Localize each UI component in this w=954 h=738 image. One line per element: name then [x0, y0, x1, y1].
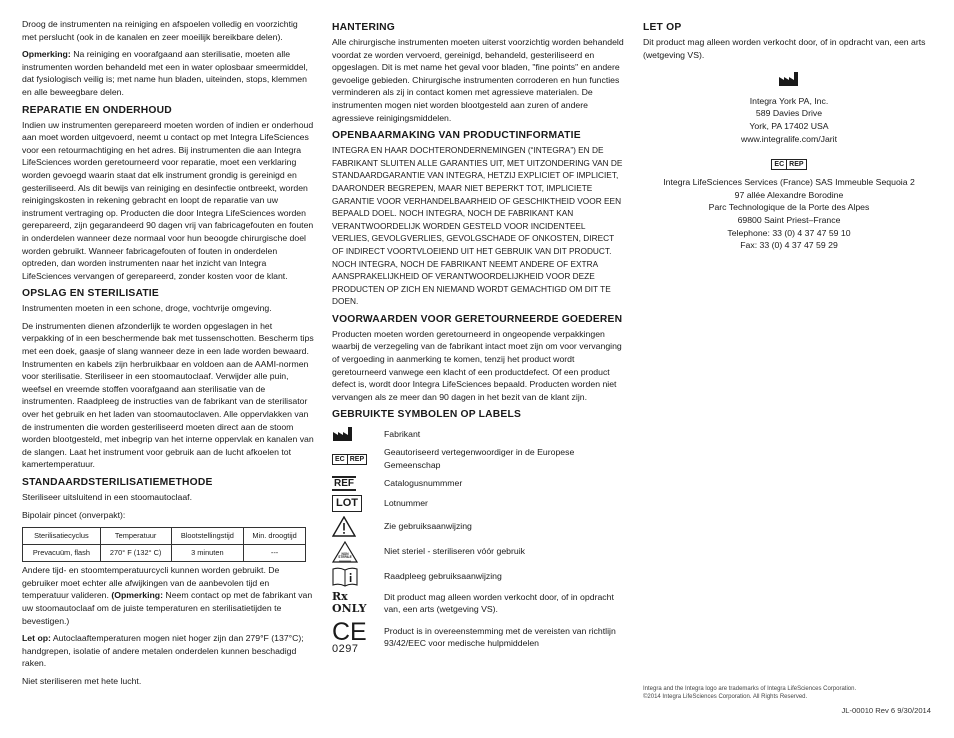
factory-icon: [332, 426, 384, 442]
symbol-row-manufacturer: [332, 426, 624, 442]
table-row: [23, 545, 306, 562]
lot-icon: LOT: [332, 495, 362, 512]
representative-line: 69800 Saint Priest–France: [737, 214, 841, 225]
ce-number: 0297: [332, 642, 359, 655]
symbol-row-rx-only: [332, 591, 624, 616]
other-note-label: (Opmerking:: [111, 590, 163, 601]
copyright-text: ©2014 Integra LifeSciences Corporation. All Rights Reserved.: [643, 694, 808, 700]
other-cycles-text: Andere tijd- en stoomtemperatuurcycli kunnen worden gebruikt. De gebruiker moet echter alle afwijkingen van de aanbevolen tijd en temperatuur valideren.: [22, 565, 280, 601]
manufacturer-line: Integra York PA, Inc.: [749, 95, 829, 106]
symbol-text: Niet steriel - steriliseren vóór gebruik: [384, 546, 525, 557]
ifu-icon: [332, 567, 384, 587]
symbol-row-warning: [332, 516, 624, 537]
return-goods-paragraph: Producten moeten worden geretourneerd in ongeopende verpakkingen waarbij de verzegeling van de fabrikant intact moet zijn om voor vervanging of vergoeding in aanmerking te komen, tenzij het product wordt geretourneerd vanwege een klacht of een productdefect. Of een product defect is, wordt door Integra LifeSciences bepaald. Producten worden niet vervangen als ze meer dan 90 dagen in het bezit van de klant zijn.: [332, 328, 622, 402]
column-right: [643, 18, 935, 252]
return-goods-heading: VOORWAARDEN VOOR GERETOURNEERDE GOEDEREN: [332, 313, 623, 325]
trademark-text: Integra and the Integra logo are trademarks of Integra LifeSciences Corporation.: [643, 686, 857, 692]
caution-paragraph: [22, 632, 314, 670]
table-header-cell: Temperatuur: [100, 528, 171, 545]
ec-label: EC: [335, 455, 345, 463]
table-header-row: [23, 528, 306, 545]
symbol-row-non-sterile: [332, 541, 624, 563]
disclosure-heading: OPENBAARMAKING VAN PRODUCTINFORMATIE: [332, 130, 581, 142]
ec-label: EC: [774, 161, 785, 169]
note-label: Opmerking:: [22, 49, 71, 60]
storage-heading: OPSLAG EN STERILISATIE: [22, 288, 159, 300]
table-cell: ---: [244, 545, 306, 562]
repair-paragraph: Indien uw instrumenten gerepareerd moeten worden of indien er onderhoud aan moet worden uitgevoerd, neemt u contact op met Integra LifeSciences voor een retourmachtiging en het adres. Bij instrumenten die aan Integra LifeSciences worden geretourneerd voor reparatie, moet een verklaring worden gevoegd waarin staat dat elk instrument grondig is gereinigd en gesteriliseerd. Als dit bewijs van reiniging en desinfectie ontbreekt, worden reinigingskosten in rekening gebracht en loopt de reparatie van uw instrument vertraging op. Producten die door Integra LifeSciences worden gerepareerd, zijn gegarandeerd 90 dagen vrij van fabricagefouten en fouten in onderdelen wanneer deze normaal voor hun beoogde chirurgische doel worden gebruikt. Wanneer fabricagefouten of fouten in onderdelen optreden, dan worden instrumenten naar het inzicht van Integra LifeSciences vervangen of gerepareerd, zonder kosten voor de klant.: [22, 119, 314, 281]
symbol-text: Dit product mag alleen worden verkocht door, of in opdracht van, een arts (wetgeving VS).: [384, 591, 614, 615]
representative-line: Integra LifeSciences Services (France) SAS Immeuble Sequoia 2: [663, 177, 915, 188]
table-cell: 3 minuten: [171, 545, 244, 562]
rep-label: REP: [347, 455, 366, 464]
manufacturer-line: 589 Davies Drive: [755, 108, 823, 119]
ec-rep-icon: [332, 454, 367, 465]
symbol-text: Zie gebruiksaanwijzing: [384, 520, 472, 531]
ce-mark-icon: [332, 617, 384, 655]
manufacturer-block: [643, 71, 935, 145]
symbol-row-ce: [332, 617, 624, 655]
document-number: JL-00010 Rev 6 9/30/2014: [841, 706, 931, 715]
caution-heading: LET OP: [643, 22, 682, 33]
symbol-text: Catalogusnummmer: [384, 477, 463, 488]
rep-label: REP: [786, 160, 805, 169]
symbol-row-ifu: [332, 567, 624, 587]
note-text: Na reiniging en voorafgaand aan sterilisatie, moeten alle instrumenten worden behandeld met een in water oplosbaar smeermiddel, dat fysiologisch veilig is; met name hun bladen, uiteinden, stops, klemmen en alle beweegbare delen.: [22, 49, 308, 97]
table-header-cell: Min. droogtijd: [244, 528, 306, 545]
representative-line: Telephone: 33 (0) 4 37 47 59 10: [727, 227, 851, 238]
caution-label: Let op:: [22, 633, 51, 644]
warning-icon: [332, 516, 384, 537]
other-note-text: Neem contact op met de fabrikant van uw stoomautoclaaf om de juiste temperaturen en sterilisatietijden te bevestigen.): [22, 590, 313, 626]
standard-method-text: Steriliseer uitsluitend in een stoomautoclaaf.: [22, 492, 192, 502]
factory-icon: [643, 71, 935, 91]
non-sterile-label: NON STERILE: [338, 551, 352, 560]
lubrication-note: [22, 48, 314, 98]
representative-line: 97 allée Alexandre Borodine: [734, 189, 844, 200]
non-sterile-icon: [332, 541, 384, 563]
representative-line: Fax: 33 (0) 4 37 47 59 29: [740, 240, 838, 251]
storage-paragraph-1: Instrumenten moeten in een schone, droge, vochtvrije omgeving.: [22, 303, 272, 314]
disclosure-paragraph: INTEGRA EN HAAR DOCHTERONDERNEMINGEN (“INTEGRA”) EN DE FABRIKANT SLUITEN ALLE GARANTIES UIT, MET UITZONDERING VAN DE STANDAARDGARANTIE VAN INTEGRA, HETZIJ EXPLICIET OF IMPLICIET, DAARONDER BEGREPEN, MAAR NIET BEPERKT TOT, IMPLICIETE GARANTIE VOOR VERHANDELBAARHEID OF GESCHIKTHEID VOOR EEN BEPAALD DOEL. NOCH INTEGRA, NOCH DE FABRIKANT KAN VERANTWOORDELIJK WORDEN GESTELD VOOR INCIDENTEEL VERLIES, GEVOLGVERLIES, GEVOLGSCHADE OF ONKOSTEN, DIRECT OF INDIRECT VOORTVLOEIEND UIT HET GEBRUIK VAN DIT PRODUCT. NOCH INTEGRA, NOCH DE FABRIKANT NEEMT ANDERE OF EXTRA AANSPRAKELIJKHEID OF VERANTWOORDELIJKHEID VOOR DEZE PRODUCTEN OP ZICH EN NIEMAND WORDT GEMACHTIGD OM DIT TE DOEN.: [332, 145, 623, 307]
handling-paragraph: Alle chirurgische instrumenten moeten uiterst voorzichtig worden behandeld voordat ze worden vervoerd, gereinigd, behandeld, gesteriliseerd en opgeslagen. Dit is met name het geval voor bladen, "fine points" en andere gevoelige gebieden. Chirurgische instrumenten corroderen en hun functies verminderen als zij in contact komen met agressieve materialen. De instrumenten mogen niet worden blootgesteld aan zuren of andere agressieve reinigingsmiddelen.: [332, 37, 624, 123]
repair-heading: REPARATIE EN ONDERHOUD: [22, 104, 172, 116]
representative-block: [643, 157, 935, 252]
symbol-text: Raadpleeg gebruiksaanwijzing: [384, 571, 502, 582]
representative-line: Parc Technologique de la Porte des Alpes: [708, 202, 870, 213]
trademark-footer: [643, 685, 935, 701]
rx-only-icon: Rx ONLY: [332, 589, 367, 616]
drying-paragraph: Droog de instrumenten na reiniging en afspoelen volledig en voorzichtig met perslucht (ook in de kanalen en zeer moeilijk bereikbare delen).: [22, 19, 298, 42]
table-header-cell: Blootstellingstijd: [171, 528, 244, 545]
symbol-text: Product is in overeenstemming met de vereisten van richtlijn 93/42/EEC voor medische hulpmiddelen: [384, 625, 616, 649]
standard-method-heading: STANDAARDSTERILISATIEMETHODE: [22, 477, 213, 488]
table-cell: Prevacuüm, flash: [23, 545, 101, 562]
table-cell: 270° F (132° C): [100, 545, 171, 562]
caution-text: Autoclaaftemperaturen mogen niet hoger zijn dan 279°F (137°C); handgrepen, isolatie of andere metalen onderdelen kunnen beschadigd raken.: [22, 633, 304, 669]
column-middle: [332, 18, 624, 659]
storage-paragraph-2: De instrumenten dienen afzonderlijk te worden opgeslagen in het verpakking of in een beschermende bak met tussenschotten. Bescherm tips met een doek, gaasje of slang wanneer deze in een lade worden bewaard. Instrumenten en kabels zijn herbruikbaar en voldoen aan de AAMI-normen voor sterilisatie. Steriliseer in een stoomautoclaaf. Verwijder alle puin, weefsel en vreemde stoffen voorafgaand aan sterilisatie van de instrumenten. Raadpleeg de instructies van de fabrikant van de sterilisator over het gebruik en het laden van stoomautoclaven. Alle oppervlakken van de instrumenten die worden gesteriliseerd moeten direct aan de stoom worden blootgesteld, met inbegrip van het interne oppervlak en kanalen van de slangen. Laat het instrument voor gebruik aan de lucht afkoelen tot kamertemperatuur.: [22, 320, 314, 470]
table-header-cell: Sterilisatiecyclus: [23, 528, 101, 545]
other-cycles-paragraph: [22, 564, 314, 627]
caution-paragraph: Dit product mag alleen worden verkocht door, of in opdracht van, een arts (wetgeving VS).: [643, 37, 926, 60]
ce-label: CE: [332, 617, 367, 646]
hot-air-warning: Niet steriliseren met hete lucht.: [22, 675, 142, 686]
sterilization-table: [22, 527, 306, 562]
symbol-text: Fabrikant: [384, 429, 421, 440]
handling-heading: HANTERING: [332, 22, 396, 33]
manufacturer-line: York, PA 17402 USA: [749, 120, 829, 131]
bipolar-label: Bipolair pincet (onverpakt):: [22, 509, 126, 520]
ec-rep-icon: [771, 159, 806, 170]
symbols-heading: GEBRUIKTE SYMBOLEN OP LABELS: [332, 409, 522, 421]
column-left: [22, 18, 314, 693]
symbol-row-ref: [332, 476, 624, 491]
symbol-row-ec-rep: [332, 446, 624, 471]
manufacturer-line: www.integralife.com/Jarit: [740, 133, 838, 144]
symbol-text: Lotnummer: [384, 497, 428, 508]
symbol-text: Geautoriseerd vertegenwoordiger in de Europese Gemeenschap: [384, 447, 575, 471]
symbol-row-lot: [332, 495, 624, 512]
ref-icon: REF: [334, 477, 354, 489]
